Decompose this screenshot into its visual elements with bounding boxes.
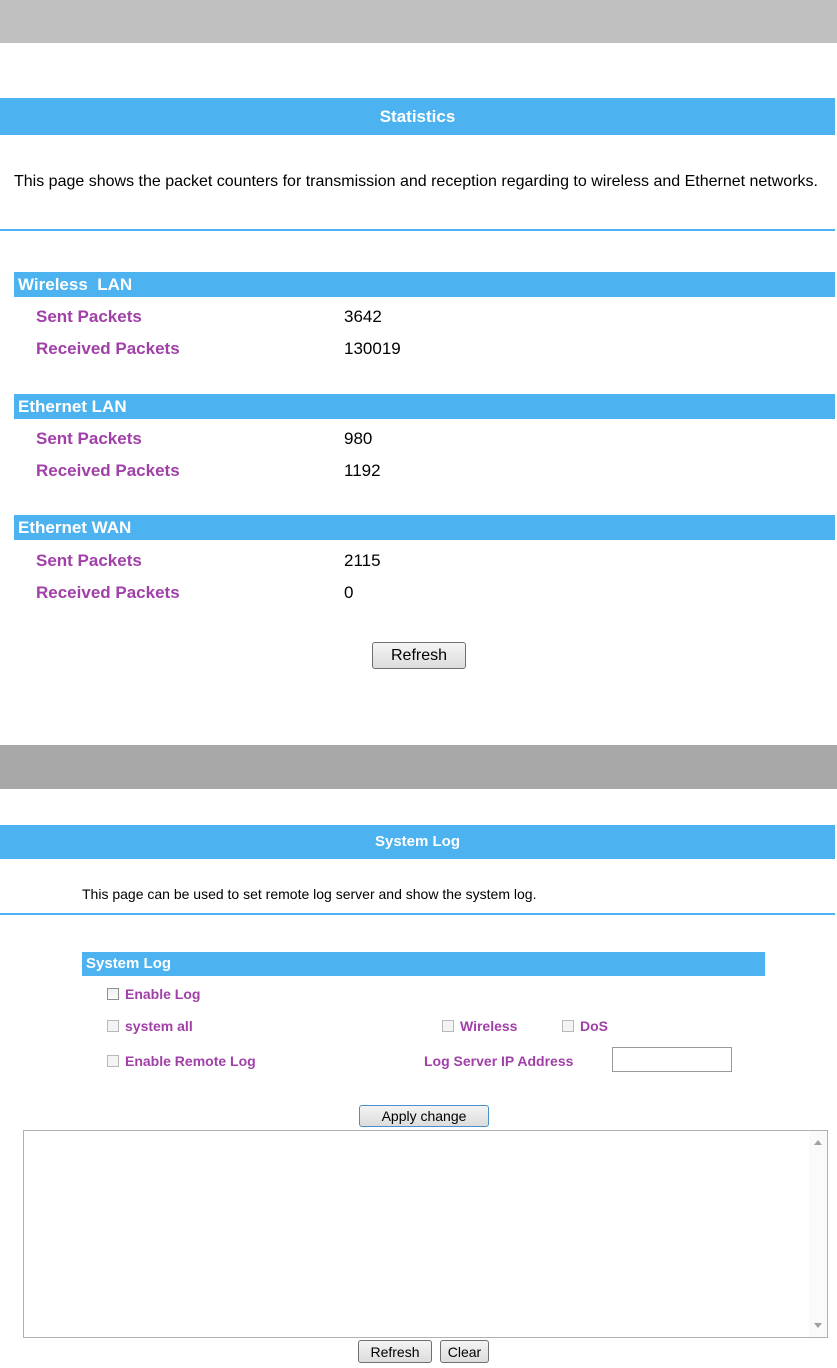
wireless-checkbox[interactable] — [442, 1020, 454, 1032]
system-log-section-title: System Log — [86, 955, 172, 972]
system-all-label: system all — [125, 1018, 193, 1034]
log-server-ip-label: Log Server IP Address — [424, 1053, 574, 1069]
wlan-received-value: 130019 — [344, 339, 401, 358]
system-log-divider — [0, 913, 835, 915]
system-all-checkbox[interactable] — [107, 1020, 119, 1032]
wan-received-value: 0 — [344, 583, 354, 602]
system-log-description: This page can be used to set remote log server and show the system log. — [82, 886, 537, 902]
section-ethernet-wan — [14, 515, 835, 540]
middle-gray-bar — [0, 745, 837, 789]
lan-sent-label: Sent Packets — [36, 429, 142, 448]
section-title-wireless-lan: Wireless LAN — [18, 275, 133, 294]
log-scrollbar[interactable] — [809, 1131, 827, 1337]
system-log-title: System Log — [374, 833, 461, 850]
wan-received-label: Received Packets — [36, 583, 180, 602]
statistics-divider — [0, 229, 835, 231]
apply-change-button[interactable]: Apply change — [359, 1105, 489, 1127]
lan-received-label: Received Packets — [36, 461, 180, 480]
section-title-ethernet-wan: Ethernet WAN — [18, 518, 132, 537]
wan-sent-label: Sent Packets — [36, 551, 142, 570]
wlan-sent-value: 3642 — [344, 307, 382, 326]
system-log-title-bar — [0, 825, 835, 859]
wlan-sent-label: Sent Packets — [36, 307, 142, 326]
lan-received-value: 1192 — [344, 461, 381, 480]
log-server-ip-input[interactable] — [612, 1047, 732, 1072]
dos-label: DoS — [580, 1018, 608, 1034]
log-clear-button[interactable]: Clear — [440, 1340, 489, 1363]
section-wireless-lan — [14, 272, 835, 297]
section-title-ethernet-lan: Ethernet LAN — [18, 397, 127, 416]
log-refresh-button[interactable]: Refresh — [358, 1340, 432, 1363]
wlan-received-label: Received Packets — [36, 339, 180, 358]
wireless-label: Wireless — [460, 1018, 518, 1034]
lan-sent-value: 980 — [344, 429, 373, 448]
section-ethernet-lan — [14, 394, 835, 419]
statistics-description: This page shows the packet counters for transmission and reception regarding to wireless and Ethernet networks. — [14, 173, 818, 190]
statistics-title-bar — [0, 98, 835, 135]
scroll-down-arrow-icon[interactable] — [814, 1323, 822, 1328]
top-gray-bar — [0, 0, 837, 43]
enable-remote-log-checkbox[interactable] — [107, 1055, 119, 1067]
statistics-refresh-button[interactable]: Refresh — [372, 642, 466, 669]
statistics-title: Statistics — [379, 107, 456, 126]
dos-checkbox[interactable] — [562, 1020, 574, 1032]
enable-log-label: Enable Log — [125, 986, 201, 1002]
enable-remote-log-label: Enable Remote Log — [125, 1053, 256, 1069]
wan-sent-value: 2115 — [344, 551, 381, 570]
scroll-up-arrow-icon[interactable] — [814, 1140, 822, 1145]
enable-log-checkbox[interactable] — [107, 988, 119, 1000]
system-log-textarea[interactable] — [23, 1130, 828, 1338]
system-log-section-bar — [82, 952, 765, 976]
